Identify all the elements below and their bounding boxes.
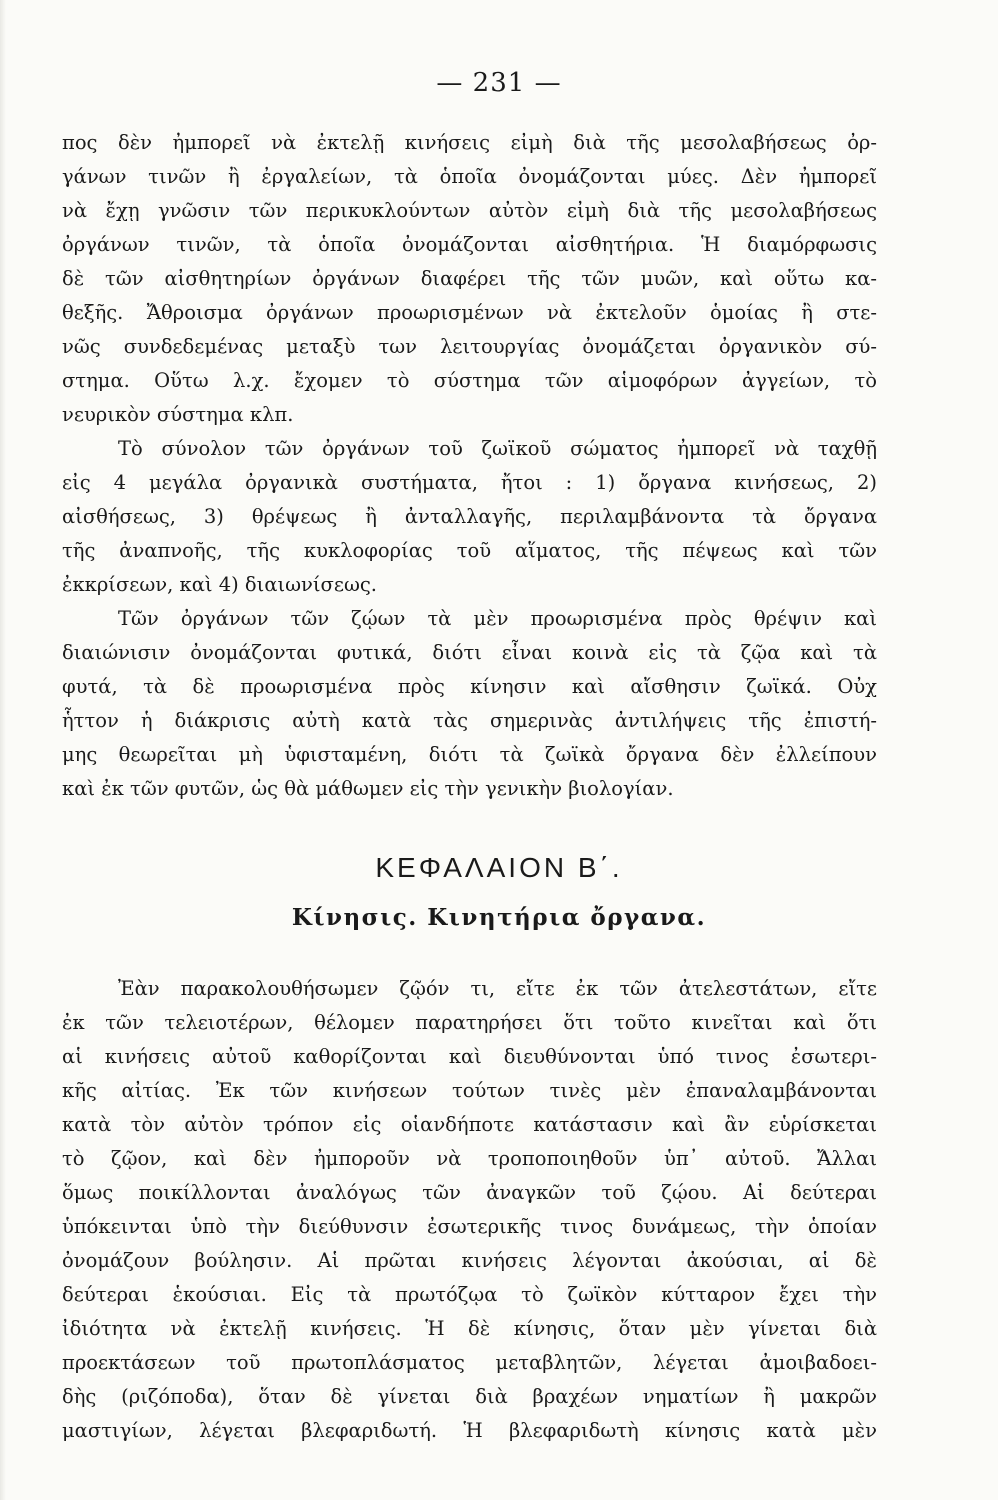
text-line: διαιώνισιν ὀνομάζονται φυτικά, διότι εἶναι κοινὰ εἰς τὰ ζῷα καὶ τὰ bbox=[62, 641, 877, 664]
text-line: δεύτεραι ἑκούσιαι. Εἰς τὰ πρωτόζῳα τὸ ζωϊκὸν κύτταρον ἔχει τὴν bbox=[62, 1283, 877, 1306]
text-line: Τῶν ὀργάνων τῶν ζῴων τὰ μὲν προωρισμένα πρὸς θρέψιν καὶ bbox=[118, 607, 877, 630]
text-line: ἐκ τῶν τελειοτέρων, θέλομεν παρατηρήσει ὅτι τοῦτο κινεῖται καὶ ὅτι bbox=[62, 1011, 877, 1034]
text-line: εἰς 4 μεγάλα ὀργανικὰ συστήματα, ἤτοι : 1) ὄργανα κινήσεως, 2) bbox=[62, 471, 877, 494]
text-line: μαστιγίων, λέγεται βλεφαριδωτή. Ἡ βλεφαριδωτὴ κίνησις κατὰ μὲν bbox=[62, 1419, 877, 1442]
text-line: ὀνομάζουν βούλησιν. Αἱ πρῶται κινήσεις λέγονται ἀκούσιαι, αἱ δὲ bbox=[62, 1249, 877, 1272]
text-line: νευρικὸν σύστημα κλπ. bbox=[62, 403, 294, 426]
text-line: αἰσθήσεως, 3) θρέψεως ἢ ἀνταλλαγῆς, περιλαμβάνοντα τὰ ὄργανα bbox=[62, 505, 877, 528]
text-line: τὸ ζῷον, καὶ δὲν ἠμποροῦν νὰ τροποποιηθοῦν ὑπ᾿ αὐτοῦ. Ἄλλαι bbox=[62, 1147, 877, 1170]
text-line: κατὰ τὸν αὐτὸν τρόπον εἰς οἱανδήποτε κατάστασιν καὶ ἂν εὑρίσκεται bbox=[62, 1113, 877, 1136]
text-block-bottom bbox=[62, 972, 877, 1448]
text-line: τῆς ἀναπνοῆς, τῆς κυκλοφορίας τοῦ αἵματος, τῆς πέψεως καὶ τῶν bbox=[62, 539, 877, 562]
chapter-title: ΚΕΦΑΛΑΙΟΝ Β΄. bbox=[375, 852, 623, 883]
text-line: φυτά, τὰ δὲ προωρισμένα πρὸς κίνησιν καὶ αἴσθησιν ζωϊκά. Οὐχ bbox=[62, 675, 877, 698]
text-line: στημα. Οὕτω λ.χ. ἔχομεν τὸ σύστημα τῶν αἱμοφόρων ἀγγείων, τὸ bbox=[62, 369, 877, 392]
text-line: ὅμως ποικίλλονται ἀναλόγως τῶν ἀναγκῶν τοῦ ζῴου. Αἱ δεύτεραι bbox=[62, 1181, 877, 1204]
text-line: αἱ κινήσεις αὐτοῦ καθορίζονται καὶ διευθύνονται ὑπό τινος ἐσωτερι- bbox=[62, 1045, 877, 1068]
text-line: καὶ ἐκ τῶν φυτῶν, ὡς θὰ μάθωμεν εἰς τὴν γενικὴν βιολογίαν. bbox=[62, 777, 674, 800]
text-line: δὴς (ριζόποδα), ὅταν δὲ γίνεται διὰ βραχέων νηματίων ἢ μακρῶν bbox=[62, 1385, 877, 1408]
page-number: — 231 — bbox=[436, 68, 562, 98]
text-line: θεξῆς. Ἄθροισμα ὀργάνων προωρισμένων νὰ ἐκτελοῦν ὁμοίας ἢ στε- bbox=[62, 301, 877, 324]
text-line: ἧττον ἡ διάκρισις αὐτὴ κατὰ τὰς σημερινὰς ἀντιλήψεις τῆς ἐπιστή- bbox=[62, 709, 877, 732]
text-line: πος δὲν ἠμπορεῖ νὰ ἐκτελῇ κινήσεις εἰμὴ διὰ τῆς μεσολαβήσεως ὀρ- bbox=[62, 131, 877, 154]
text-line: νὰ ἔχῃ γνῶσιν τῶν περικυκλούντων αὐτὸν εἰμὴ διὰ τῆς μεσολαβήσεως bbox=[62, 199, 877, 222]
text-line: ὀργάνων τινῶν, τὰ ὁποῖα ὀνομάζονται αἰσθητήρια. Ἡ διαμόρφωσις bbox=[62, 233, 877, 256]
text-line: Ἐὰν παρακολουθήσωμεν ζῷόν τι, εἴτε ἐκ τῶν ἀτελεστάτων, εἴτε bbox=[118, 977, 877, 1000]
text-line: νῶς συνδεδεμένας μεταξὺ των λειτουργίας ὀνομάζεται ὀργανικὸν σύ- bbox=[62, 335, 877, 358]
text-line: Τὸ σύνολον τῶν ὀργάνων τοῦ ζωϊκοῦ σώματος ἠμπορεῖ νὰ ταχθῇ bbox=[118, 437, 877, 460]
text-block-top bbox=[62, 126, 877, 806]
text-line: ἰδιότητα νὰ ἐκτελῇ κινήσεις. Ἡ δὲ κίνησις, ὅταν μὲν γίνεται διὰ bbox=[62, 1317, 877, 1340]
text-line: γάνων τινῶν ἢ ἐργαλείων, τὰ ὁποῖα ὀνομάζονται μύες. Δὲν ἠμπορεῖ bbox=[62, 165, 877, 188]
text-line: ἐκκρίσεων, καὶ 4) διαιωνίσεως. bbox=[62, 573, 377, 596]
page-edge-shadow bbox=[0, 0, 6, 1500]
text-line: προεκτάσεων τοῦ πρωτοπλάσματος μεταβλητῶν, λέγεται ἀμοιβαδοει- bbox=[62, 1351, 877, 1374]
chapter-subtitle: Κίνησις. Κινητήρια ὄργανα. bbox=[291, 904, 707, 931]
text-line: δὲ τῶν αἰσθητηρίων ὀργάνων διαφέρει τῆς τῶν μυῶν, καὶ οὕτω κα- bbox=[62, 267, 877, 290]
text-line: ὑπόκεινται ὑπὸ τὴν διεύθυνσιν ἐσωτερικῆς τινος δυνάμεως, τὴν ὁποίαν bbox=[62, 1215, 877, 1238]
text-line: κῆς αἰτίας. Ἐκ τῶν κινήσεων τούτων τινὲς μὲν ἐπαναλαμβάνονται bbox=[62, 1079, 877, 1102]
text-line: μης θεωρεῖται μὴ ὑφισταμένη, διότι τὰ ζωϊκὰ ὄργανα δὲν ἐλλείπουν bbox=[62, 743, 877, 766]
